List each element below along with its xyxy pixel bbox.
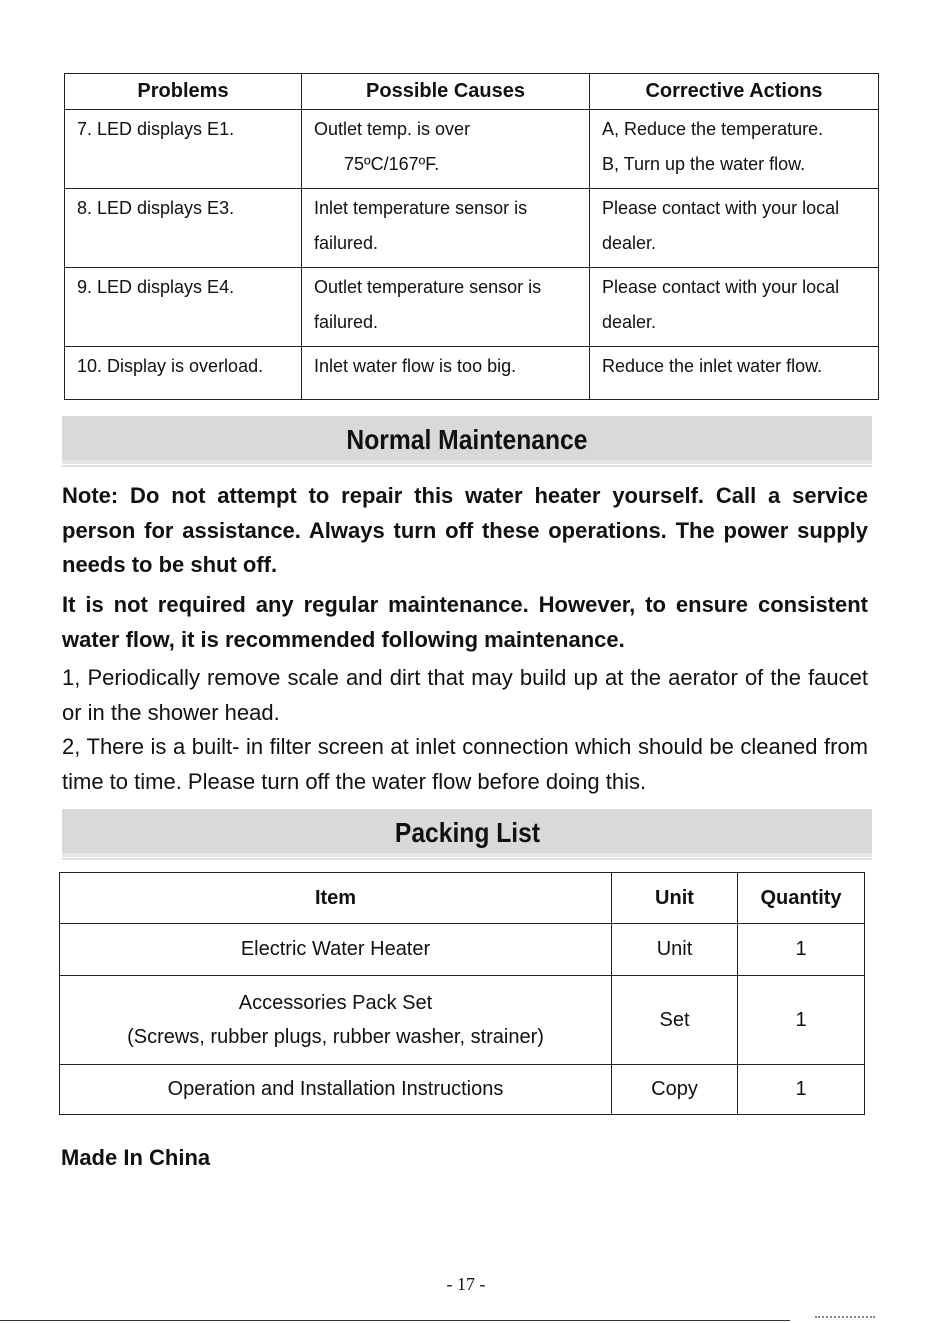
cause-cell: Inlet temperature sensor is failured. [302,189,590,268]
item-line: Accessories Pack Set [238,992,433,1014]
action-line: B, Turn up the water flow. [602,154,806,174]
column-header-item: Item [60,873,612,924]
action-cell: Please contact with your local dealer. [590,189,879,268]
cause-cell: Outlet temperature sensor is failured. [302,268,590,347]
footer-marks [815,1316,875,1320]
unit-cell: Unit [612,924,738,976]
column-header-actions: Corrective Actions [590,74,879,110]
action-cell: Reduce the inlet water flow. [590,347,879,400]
page-number: - 17 - [446,1274,486,1294]
maintenance-section-header [62,416,872,464]
problem-cell: 9. LED displays E4. [65,268,302,347]
quantity-cell: 1 [738,924,865,976]
table-row [65,189,879,268]
problem-cell: 10. Display is overload. [65,347,302,400]
cause-cell [302,110,590,189]
packing-list-table [59,872,865,1115]
unit-cell: Set [612,976,738,1065]
cause-cell: Inlet water flow is too big. [302,347,590,400]
cause-line: Outlet temp. is over [314,119,471,139]
section-title: Normal Maintenance [346,424,588,455]
cause-line: 75ºC/167ºF. [344,154,440,174]
packing-section-header [62,809,872,857]
table-row [65,110,879,189]
quantity-cell: 1 [738,1065,865,1115]
maintenance-note: Note: Do not attempt to repair this water heater yourself. Call a service person for assistance. Always turn off these operations. The power supply needs to be shut off. [62,483,868,577]
column-header-problems: Problems [65,74,302,110]
table-header-row [60,873,865,924]
problem-cell: 8. LED displays E3. [65,189,302,268]
problem-cell: 7. LED displays E1. [65,110,302,189]
quantity-cell: 1 [738,976,865,1065]
footer-divider [0,1320,790,1321]
action-line: A, Reduce the temperature. [602,119,824,139]
column-header-causes: Possible Causes [302,74,590,110]
table-row [65,268,879,347]
column-header-quantity: Quantity [738,873,865,924]
section-title: Packing List [394,817,540,848]
action-cell: Please contact with your local dealer. [590,268,879,347]
item-cell: Electric Water Heater [60,924,612,976]
maintenance-step: 1, Periodically remove scale and dirt that may build up at the aerator of the faucet or in the shower head. [62,665,868,725]
divider [62,858,872,860]
item-line: (Screws, rubber plugs, rubber washer, strainer) [127,1026,544,1048]
table-row [60,976,865,1065]
action-cell [590,110,879,189]
origin-label: Made In China [61,1145,211,1170]
item-cell [60,976,612,1065]
column-header-unit: Unit [612,873,738,924]
table-row [60,1065,865,1115]
maintenance-step: 2, There is a built- in filter screen at inlet connection which should be cleaned from time to time. Please turn off the water flow before doing this. [62,734,868,794]
unit-cell: Copy [612,1065,738,1115]
item-cell: Operation and Installation Instructions [60,1065,612,1115]
table-row [60,924,865,976]
troubleshooting-table [64,73,879,400]
maintenance-statement: It is not required any regular maintenance. However, to ensure consistent water flow, it is recommended following maintenance. [62,592,868,652]
table-row [65,347,879,400]
divider [62,465,872,467]
table-header-row [65,74,879,110]
